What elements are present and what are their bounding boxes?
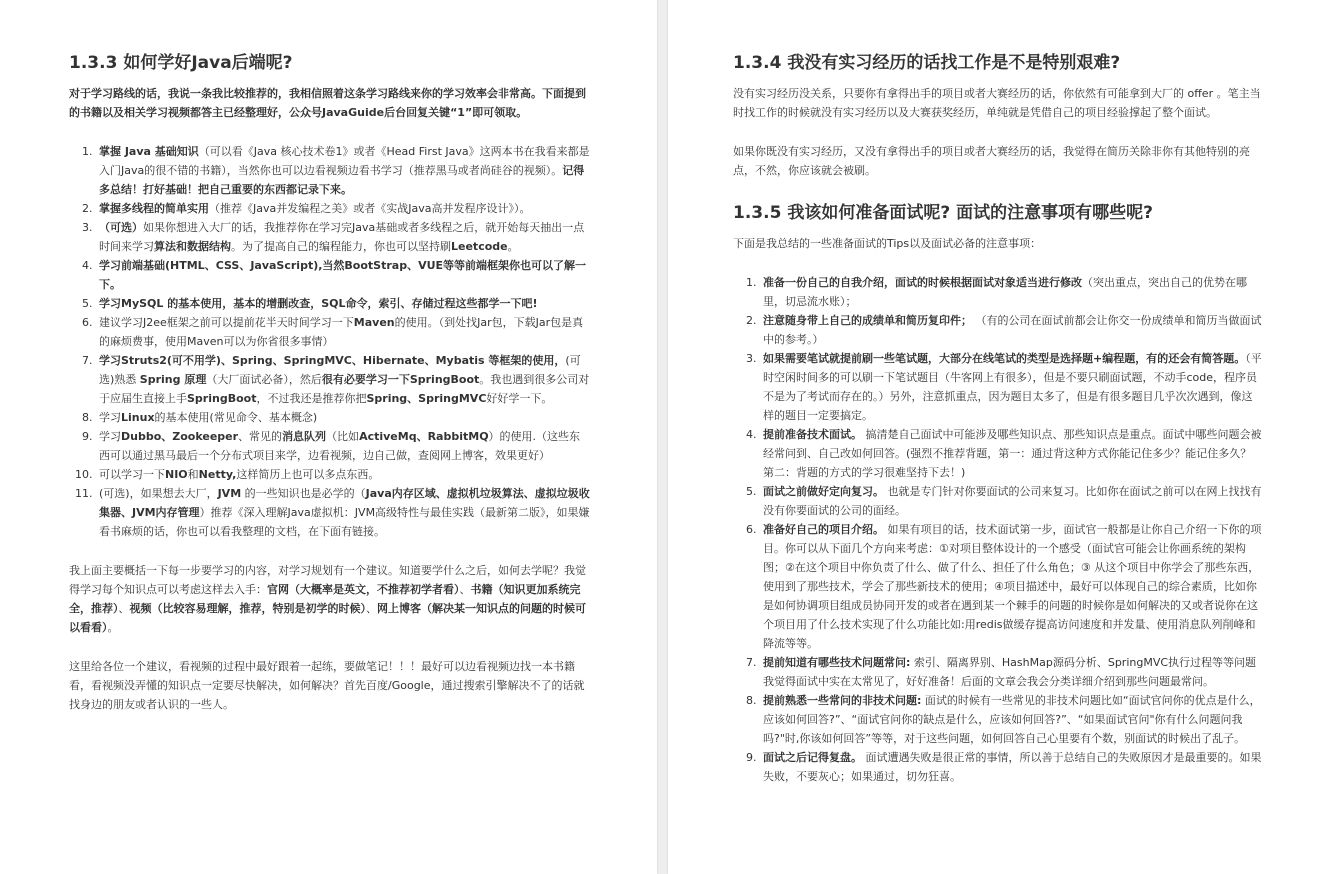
text: 建议学习J2ee框架之前可以提前花半天时间学习一下: [99, 316, 354, 329]
text: 和: [187, 468, 199, 481]
bold-text: 学习前端基础(HTML、CSS、JavaScript),当然BootStrap、VUE等等前端框架你也可以了解一下。: [99, 259, 587, 291]
text: 。我也遇到很多公司对于应届生直接上手: [99, 373, 590, 405]
bold-text: 提前准备技术面试。: [763, 428, 862, 441]
list-item: [96, 294, 591, 313]
text: 好好学一下。: [486, 392, 553, 405]
bold-text: 面试之后记得复盘。: [763, 751, 862, 764]
text: ）推荐《深入理解Java虚拟机：JVM高级特性与最佳实践（最新第二版》，如果嫌看书麻烦的话，你也可以看我整理的文档，在下面有链接。: [99, 506, 590, 538]
bold-text: Maven: [353, 316, 395, 329]
text: 的基本使用(常见命令、基本概念): [154, 411, 318, 424]
text: 的使用。（到处找Jar包，下载Jar包是真的麻烦费事，使用Maven可以为你省很多事情）: [99, 316, 584, 348]
bold-text: JVM: [217, 487, 242, 500]
learning-path-list: [69, 142, 591, 541]
bold-text: 书籍（知识更加系统完全，推荐）: [69, 583, 581, 615]
text: 也就是专门针对你要面试的公司来复习。比如你在面试之前可以在网上找找有没有你要面试的公司的面经。: [763, 485, 1262, 517]
bold-text: NIO: [165, 468, 188, 481]
bold-text: 提前知道有哪些技术问题常问:: [763, 656, 911, 669]
text: 、常见的: [238, 430, 283, 443]
bold-text: 网上博客（解决某一知识点的问题的时候可以看看）: [69, 602, 586, 634]
text: ，不过我还是推荐你把: [256, 392, 367, 405]
text: 、: [118, 602, 130, 615]
list-item: [96, 484, 591, 541]
bold-text: 很有必要学习一下SpringBoot: [321, 373, 480, 386]
text: （推荐《Java并发编程之美》或者《实战Java高并发程序设计》）。: [209, 202, 531, 215]
list-item: [760, 349, 1262, 425]
bold-text: 提前熟悉一些常问的非技术问题:: [763, 694, 922, 707]
text: 这样简历上也可以多点东西。: [236, 468, 380, 481]
bold-text: SpringBoot: [187, 392, 257, 405]
list-item: [760, 482, 1262, 520]
list-item: [760, 653, 1262, 691]
text: （突出重点，突出自己的优势在哪里，切忌流水账）；: [763, 276, 1247, 308]
bold-text: Spring、SpringMVC: [366, 392, 487, 405]
bold-text: Dubbo、Zookeeper: [121, 430, 239, 443]
bold-text: 记得多总结！打好基础！把自己重要的东西都记录下来。: [99, 164, 585, 196]
bold-text: 学习MySQL 的基本使用，基本的增删改查，SQL命令，索引、存储过程这些都学一下吧!: [99, 297, 538, 310]
internship-paragraph-1: 没有实习经历没关系，只要你有拿得出手的项目或者大赛经历的话，你依然有可能拿到大厂的 offer 。笔主当时找工作的时候就没有实习经历以及大赛获奖经历，单纯就是凭借自己的项目经验撑起了整个面试。: [733, 87, 1261, 119]
text: 、: [366, 602, 377, 615]
list-item: [760, 748, 1262, 786]
bold-text: （可选）: [99, 221, 143, 234]
list-item: [760, 311, 1262, 349]
text: （平时空闲时间多的可以刷一下笔试题目（牛客网上有很多），但是不要只刷面试题，不动手code，程序员不是为了考试而存在的。）另外，注意抓重点，因为题目太多了，但是有很多题目几乎次次遇到，像这样的题目一定要搞定。: [763, 352, 1262, 422]
list-item: [96, 427, 591, 465]
bold-text: 掌握 Java 基础知识: [99, 145, 199, 158]
bold-text: Netty,: [198, 468, 237, 481]
text: 索引、隔离界别、HashMap源码分析、SpringMVC执行过程等等问题我觉得面试中实在太常见了，好好准备！后面的文章会我会分类详细介绍到那些问题最常问。: [763, 656, 1257, 688]
text: 面试的时候有一些常见的非技术问题比如“面试官问你的优点是什么，应该如何回答?”、“面试官问你的缺点是什么，应该如何回答?”、“如果面试官问"你有什么问题问我吗?"时,你该如何回答”等等，对于这些问题，如何回答自己心里要有个数，别面试的时候出了乱子。: [763, 694, 1261, 745]
list-item: [760, 425, 1262, 482]
text: 的一些知识也是必学的（: [241, 487, 366, 500]
bold-text: 准备好自己的项目介绍。: [763, 523, 884, 536]
list-item: [760, 520, 1262, 653]
list-item: [760, 691, 1262, 748]
text: 。: [107, 621, 119, 634]
interview-tips-list: [733, 273, 1262, 786]
list-item: [96, 142, 591, 199]
text: （有的公司在面试前都会让你交一份成绩单和简历当做面试中的参考。）: [763, 314, 1262, 346]
text: （比如: [326, 430, 360, 443]
text: （可以看《Java 核心技术卷1》或者《Head First Java》这两本书在我看来都是入门Java的很不错的书籍），当然你也可以边看视频边看书学习（推荐黑马或者尚硅谷的视频）。: [99, 145, 590, 177]
bold-text: Linux: [121, 411, 155, 424]
text: 如果你想进入大厂的话，我推荐你在学习完Java基础或者多线程之后，就开始每天抽出一点时间来学习: [99, 221, 585, 253]
list-item: [96, 313, 591, 351]
text: ）的使用.（这些东西可以通过黑马最后一个分布式项目来学，边看视频，边自己做，查阅网上博客，效果更好）: [99, 430, 581, 462]
text: 如果有项目的话，技术面试第一步，面试官一般都是让你自己介绍一下你的项目。你可以从下面几个方向来考虑：①对项目整体设计的一个感受（面试官可能会让你画系统的架构图；②在这个项目中你负责了什么、做了什么、担任了什么角色；③ 从这个项目中你学会了那些东西，使用到了那些技术，学会了那些新技术的使用；④项目描述中，最好可以体现自己的综合素质，比如你是如何协调项目组成员协同开发的或者在遇到某一个棘手的问题的时候你是如何解决的又或者说你在这个项目用了什么技术实现了什么功能比如:用redis做缓存提高访问速度和并发量、使用消息队列削峰和降流等等。: [763, 523, 1262, 650]
text: (可选)，如果想去大厂，: [99, 487, 218, 500]
text: 可以学习一下: [99, 468, 165, 481]
text: 搞清楚自己面试中可能涉及哪些知识点、那些知识点是重点。面试中哪些问题会被经常问到、自己改如何回答。(强烈不推荐背题，第一：通过背这种方式你能记住多少？能记住多久？第二：背题的方式的学习很难坚持下去！): [763, 428, 1262, 479]
text: 我上面主要概括一下每一步要学习的内容，对学习规划有一个建议。知道要学什么之后，如何去学呢？我觉得学习每个知识点可以考虑这样去入手：: [69, 564, 586, 596]
intro-paragraph: 对于学习路线的话，我说一条我比较推荐的，我相信照着这条学习路线来你的学习效率会非常高。下面提到的书籍以及相关学习视频都答主已经整理好，公众号JavaGuide后台回复关键“1”即可领取。: [69, 87, 586, 119]
bold-text: 官网（大概率是英文，不推荐初学者看）: [267, 583, 460, 596]
learning-method-paragraph: [69, 561, 591, 637]
list-item: [96, 218, 591, 256]
text: 、: [459, 583, 471, 596]
bold-text: 视频（比较容易理解，推荐，特别是初学的时候）: [129, 602, 366, 615]
text: 面试遭遇失败是很正常的事情，所以善于总结自己的失败原因才是最重要的。如果失败，不要灰心；如果通过，切勿狂喜。: [763, 751, 1262, 783]
bold-text: 如果需要笔试就提前刷一些笔试题，大部分在线笔试的类型是选择题+编程题，有的还会有简答题。: [763, 352, 1246, 365]
section-heading-1-3-5: 1.3.5 我该如何准备面试呢? 面试的注意事项有哪些呢?: [733, 203, 1153, 223]
document-page-right: [668, 0, 1317, 874]
list-item: [96, 465, 591, 484]
bold-text: 准备一份自己的自我介绍，面试的时候根据面试对象适当进行修改: [763, 276, 1082, 289]
bold-text: 面试之前做好定向复习。: [763, 485, 884, 498]
text: (可选)熟悉: [99, 354, 581, 386]
bold-text: ActiveMq、RabbitMQ: [359, 430, 489, 443]
bold-text: 学习Struts2(可不用学)、Spring、SpringMVC、Hibernate、Mybatis 等框架的使用，: [99, 354, 566, 367]
list-item: [96, 199, 591, 218]
interview-intro-paragraph: 下面是我总结的一些准备面试的Tips以及面试必备的注意事项：: [733, 237, 1042, 250]
list-item: [96, 351, 591, 408]
advice-paragraph: 这里给各位一个建议，看视频的过程中最好跟着一起练，要做笔记！！！最好可以边看视频边找一本书籍看，看视频没弄懂的知识点一定要尽快解决，如何解决？首先百度/Google，通过搜索引擎解决不了的话就找身边的朋友或者认识的一些人。: [69, 660, 585, 711]
bold-text: 算法和数据结构: [154, 240, 231, 253]
list-item: [96, 408, 591, 427]
text: （大厂面试必备），然后: [206, 373, 322, 386]
document-page-left: [0, 0, 657, 874]
text: 学习: [99, 430, 121, 443]
internship-paragraph-2: 如果你既没有实习经历，又没有拿得出手的项目或者大赛经历的话，我觉得在简历关除非你有其他特别的亮点，不然，你应该就会被刷。: [733, 145, 1250, 177]
section-heading-1-3-3: 1.3.3 如何学好Java后端呢?: [69, 53, 293, 73]
bold-text: 消息队列: [282, 430, 327, 443]
bold-text: 掌握多线程的简单实用: [99, 202, 209, 215]
bold-text: Java内存区域、虚拟机垃圾算法、虚拟垃圾收集器、JVM内存管理: [99, 487, 590, 519]
section-heading-1-3-4: 1.3.4 我没有实习经历的话找工作是不是特别艰难?: [733, 53, 1121, 73]
list-item: [96, 256, 591, 294]
text: 学习: [99, 411, 121, 424]
text: 。为了提高自己的编程能力，你也可以坚持刷: [231, 240, 451, 253]
bold-text: Leetcode: [451, 240, 508, 253]
list-item: [760, 273, 1262, 311]
text: 。: [507, 240, 519, 253]
bold-text: 注意随身带上自己的成绩单和简历复印件；: [763, 314, 972, 327]
bold-text: Spring 原理: [139, 373, 207, 386]
